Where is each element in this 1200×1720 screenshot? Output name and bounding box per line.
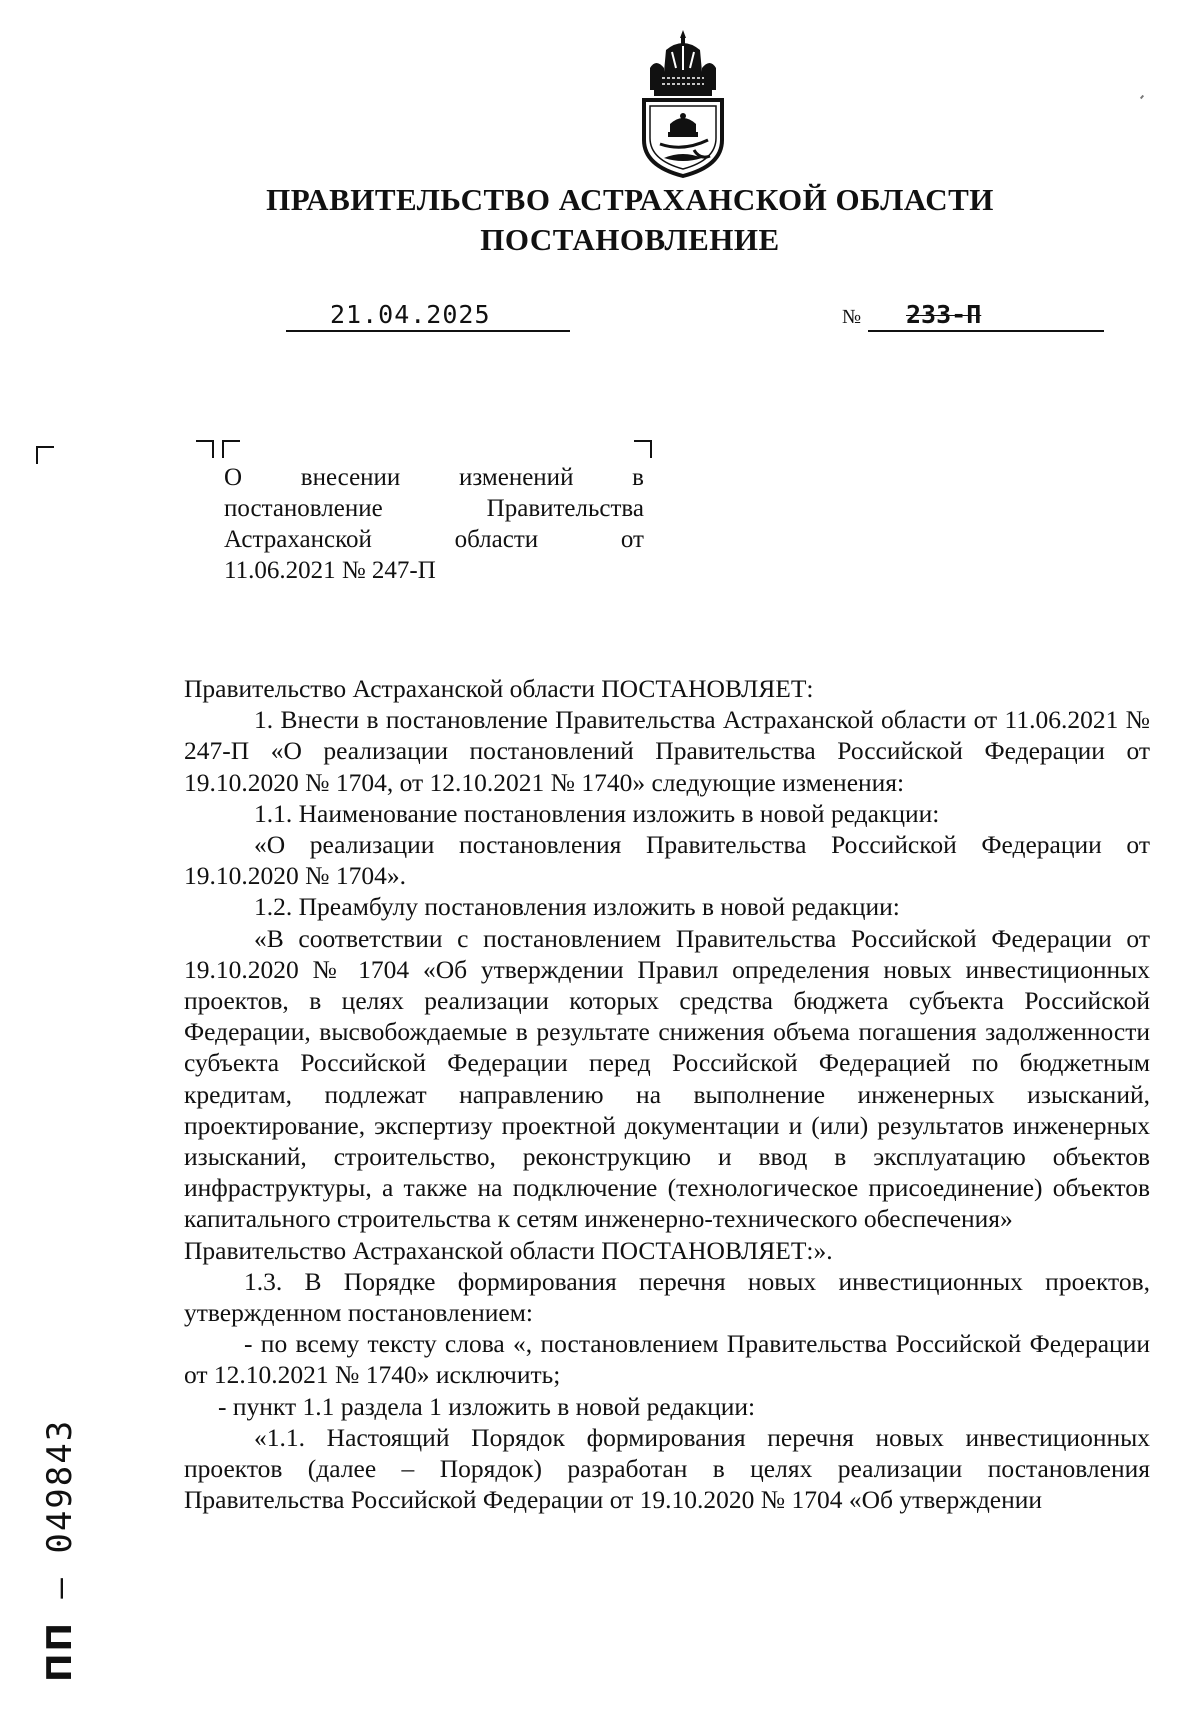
subject-word: изменений — [459, 464, 574, 491]
corner-mark-subject-open-b — [222, 440, 240, 458]
body-paragraph: 1. Внести в постановление Правительства Астраханской области от 11.06.2021 № 247-П «О реализации постановлений Правительства Российской Федерации от 19.10.2020 № 1704, от 12.10.2021 № 1740» следующие изменения: — [184, 705, 1150, 797]
body-paragraph: 1.2. Преамбулу постановления изложить в новой редакции: — [254, 892, 900, 922]
subject-word: Правительства — [486, 495, 644, 522]
form-serial-number — [40, 1418, 90, 1682]
subject-word: внесении — [300, 464, 401, 491]
organization-title: ПРАВИТЕЛЬСТВО АСТРАХАНСКОЙ ОБЛАСТИ — [266, 182, 994, 217]
subject-line-4: 11.06.2021 № 247-П — [224, 557, 436, 584]
document-number: 233-П — [906, 300, 982, 329]
number-underline — [868, 300, 1104, 332]
subject-word: области — [454, 526, 539, 553]
subject-word: О — [224, 464, 243, 491]
subject-word: в — [632, 464, 644, 491]
document-date: 21.04.2025 — [330, 300, 491, 329]
subject-word: постановление — [224, 495, 383, 522]
corner-mark-left — [36, 446, 54, 464]
document-type-title: ПОСТАНОВЛЕНИЕ — [480, 222, 780, 257]
coat-of-arms-emblem — [636, 28, 730, 178]
form-number: – 049843 — [40, 1418, 80, 1599]
subject-line-3 — [224, 524, 644, 555]
body-paragraph: «В соответствии с постановлением Правительства Российской Федерации от 19.10.2020 № 1704 «Об утверждении Правил определения новых инвестиционных проектов, в целях реализации которых средства бюджета субъекта Российской Федерации, высвобождаемые в результате снижения объема погашения задолженности субъекта Российской Федерации перед Российской Федерацией по бюджетным кредитам, подлежат направлению на выполнение инженерных изысканий, проектирование, экспертизу проектной документации и (или) результатов инженерных изысканий, строительство, реконструкцию и ввод в эксплуатацию объектов инфраструктуры, а также на подключение (технологическое присоединение) объектов капитального строительства к сетям инженерно-технического обеспечения» — [184, 923, 1150, 1234]
subject-word: Астраханской — [224, 526, 372, 553]
corner-mark-subject-open-a — [196, 440, 214, 458]
body-paragraph: Правительство Астраханской области ПОСТАНОВЛЯЕТ: — [184, 674, 814, 703]
body-paragraph: - по всему тексту слова «, постановлением Правительства Российской Федерации от 12.10.2021 № 1740» исключить; — [184, 1329, 1150, 1390]
number-label: № — [842, 306, 862, 328]
document-subject — [224, 462, 644, 586]
form-series: ПП — [40, 1621, 80, 1682]
subject-word: от — [620, 526, 644, 553]
corner-mark-subject-close — [634, 440, 652, 458]
body-paragraph: 1.3. В Порядке формирования перечня новых инвестиционных проектов, утвержденном постановлением: — [184, 1266, 1150, 1328]
document-body — [184, 673, 1150, 1515]
subject-line-2 — [224, 493, 644, 524]
subject-line-1 — [224, 462, 644, 493]
body-paragraph: «О реализации постановления Правительства Российской Федерации от 19.10.2020 № 1704». — [184, 830, 1150, 891]
scan-speck — [1140, 95, 1144, 99]
body-paragraph: 1.1. Наименование постановления изложить в новой редакции: — [254, 798, 940, 828]
body-paragraph: Правительство Астраханской области ПОСТАНОВЛЯЕТ:». — [184, 1235, 833, 1265]
body-paragraph: - пункт 1.1 раздела 1 изложить в новой редакции: — [218, 1391, 756, 1421]
body-paragraph: «1.1. Настоящий Порядок формирования перечня новых инвестиционных проектов (далее – Порядок) разработан в целях реализации постановления Правительства Российской Федерации от 19.10.2020 № 1704 «Об утверждении — [184, 1422, 1150, 1515]
